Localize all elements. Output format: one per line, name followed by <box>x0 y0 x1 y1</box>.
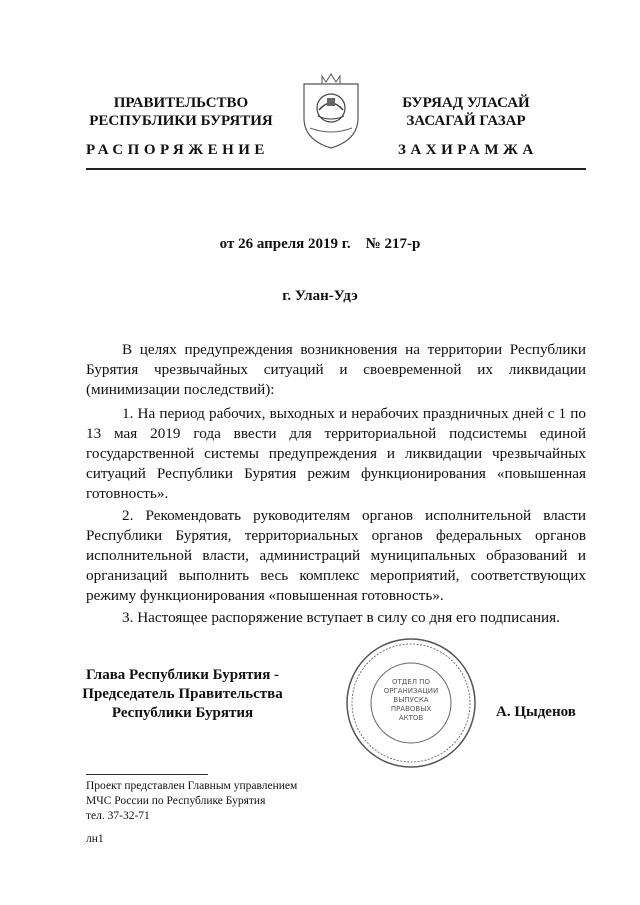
footer-initials: лн1 <box>86 833 104 845</box>
signatory-title-line3: Республики Бурятия <box>111 705 254 721</box>
item-1-paragraph: 1. На период рабочих, выходных и нерабочих праздничных дней с 1 по 13 мая 2019 года ввести для территориальной подсистемы единой государственной системы предупреждения и ликвидации чрезвычайных ситуаций Республики Бурятия режим функционирования «повышенная готовность». <box>86 405 586 502</box>
signatory-name: А. Цыденов <box>496 704 576 720</box>
official-stamp <box>344 636 478 770</box>
footer-line1: Проект представлен Главным управлением <box>86 780 298 792</box>
government-name-line1: ПРАВИТЕЛЬСТВО <box>113 95 249 111</box>
stamp-inner-text: ОТДЕЛ ПО ОРГАНИЗАЦИИ ВЫПУСКА ПРАВОВЫХ АКТОВ <box>383 678 439 722</box>
signatory-title <box>80 666 285 723</box>
item-2-paragraph: 2. Рекомендовать руководителям органов исполнительной власти Республики Бурятия, территориальных органов федеральных органов исполнительной власти, администраций муниципальных образований и организаций выполнить весь комплекс мероприятий, соответствующих режиму функционирования «повышенная готовность». <box>86 507 586 604</box>
doctype-right: ЗАХИРАМЖА <box>398 142 538 158</box>
header-right <box>386 94 546 130</box>
government-name-buryat-line1: БУРЯАД УЛАСАЙ <box>402 95 530 111</box>
item-3-paragraph: 3. Настоящее распоряжение вступает в силу со дня его подписания. <box>122 609 560 626</box>
coat-of-arms-icon <box>296 70 366 150</box>
government-name-line2: РЕСПУБЛИКИ БУРЯТИЯ <box>89 113 273 129</box>
header-left <box>86 94 276 130</box>
header-divider <box>86 168 586 170</box>
doctype-left: РАСПОРЯЖЕНИЕ <box>86 142 269 158</box>
footer-line2: МЧС России по Республике Бурятия <box>86 795 266 807</box>
footer-divider <box>86 774 208 775</box>
government-name-buryat-line2: ЗАСАГАЙ ГАЗАР <box>406 113 526 129</box>
signatory-title-line2: Председатель Правительства <box>82 686 283 702</box>
intro-paragraph: В целях предупреждения возникновения на территории Республики Бурятия чрезвычайных ситуаций и своевременной их ликвидации (минимизации последствий): <box>86 341 586 398</box>
footer-phone: тел. 37-32-71 <box>86 810 150 822</box>
signatory-title-line1: Глава Республики Бурятия - <box>85 667 280 683</box>
city: г. Улан-Удэ <box>282 288 358 304</box>
date-number: от 26 апреля 2019 г. № 217-р <box>219 236 421 252</box>
